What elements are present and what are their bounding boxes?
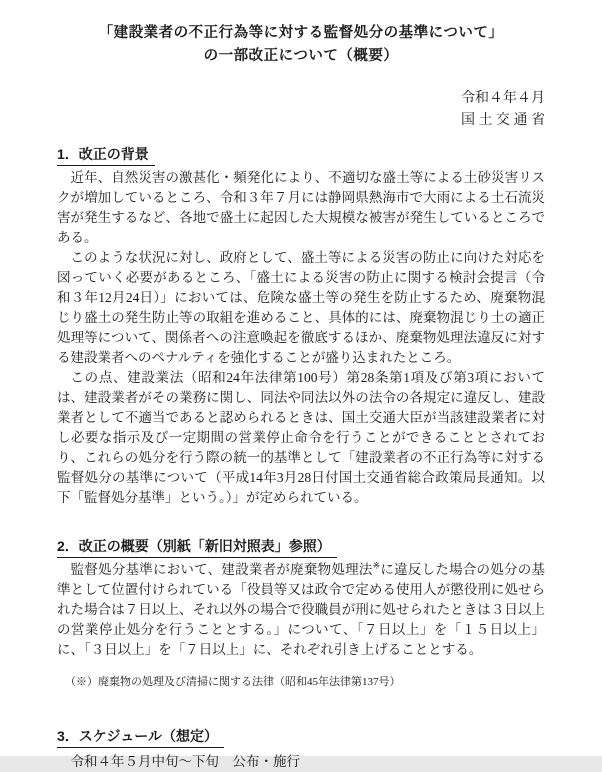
section-1-paragraph-2: このような状況に対し、政府として、盛土等による災害の防止に向けた対応を図っていく必要があるところ、「盛土による災害の防止に関する検討会提言（令和３年12月24日）」においては、危険な盛土等の発生を防止するため、廃棄物混じり盛土の発生防止等の取組を進めること、具体的には、廃棄物混じり土の適正処理等について、関係者への注意喚起を徹底するほか、廃棄物処理法違反に対する建設業者へのペナルティを強化することが盛り込まれたところ。	[57, 250, 545, 365]
issuing-organization: 国 土 交 通 省	[461, 113, 545, 128]
section-3-heading: 3．スケジュール（想定）	[57, 726, 545, 748]
section-2-body	[57, 560, 545, 660]
section-1-heading: 1．改正の背景	[57, 144, 545, 166]
schedule-line: 令和４年５月中旬～下旬 公布・施行	[70, 754, 300, 769]
section-1-body	[57, 168, 545, 508]
section-2-heading: 2．改正の概要（別紙「新旧対照表」参照）	[57, 536, 545, 558]
document-title-line2: の一部改正について（概要）	[203, 48, 399, 64]
section-1-paragraph-1: 近年、自然災害の激甚化・頻発化により、不適切な盛土等による土砂災害リスクが増加しているところ、令和３年７月には静岡県熱海市で大雨による土石流災害が発生するなど、各地で盛土に起因した大規模な被害が発生しているところである。	[57, 170, 545, 245]
section-2-text-after-ref: に違反した場合の処分の基準として位置付けられている「役員等又は政令で定める使用人が懲役刑に処せられた場合は７日以上、それ以外の場合で役職員が刑に処せられたときは３日以上の営業停止処分を行うこととする。」について、「７日以上」を「１５日以上」に、「３日以上」を「７日以上」に、それぞれ引き上げることとする。	[57, 562, 546, 657]
section-1-background	[57, 144, 545, 508]
section-3-schedule	[57, 726, 545, 772]
date-block	[57, 88, 545, 132]
section-2-paragraph-1	[57, 560, 545, 660]
issue-date: 令和４年４月	[461, 91, 545, 106]
document-title	[57, 22, 545, 68]
reference-mark: ※	[372, 560, 381, 571]
document-title-line1: 「建設業者の不正行為等に対する監督処分の基準について」	[98, 25, 504, 41]
section-2-overview	[57, 536, 545, 690]
section-1-paragraph-3: この点、建設業法（昭和24年法律第100号）第28条第1項及び第3項においては、建設業者がその業務に関し、同法や同法以外の法令の各規定に違反し、建設業者として不適当であると認められるときは、国土交通大臣が当該建設業者に対し必要な指示及び一定期間の営業停止命令を行うことができることとされており、これらの処分を行う際の統一的基準として「建設業者の不正行為等に対する監督処分の基準について（平成14年3月28日付国土交通省総合政策局長通知。以下「監督処分基準」という。）」が定められている。	[57, 370, 545, 505]
section-2-text-before-ref: 監督処分基準において、建設業者が廃棄物処理法	[70, 562, 373, 577]
footnote: （※）廃棄物の処理及び清掃に関する法律（昭和45年法律第137号）	[65, 676, 401, 688]
